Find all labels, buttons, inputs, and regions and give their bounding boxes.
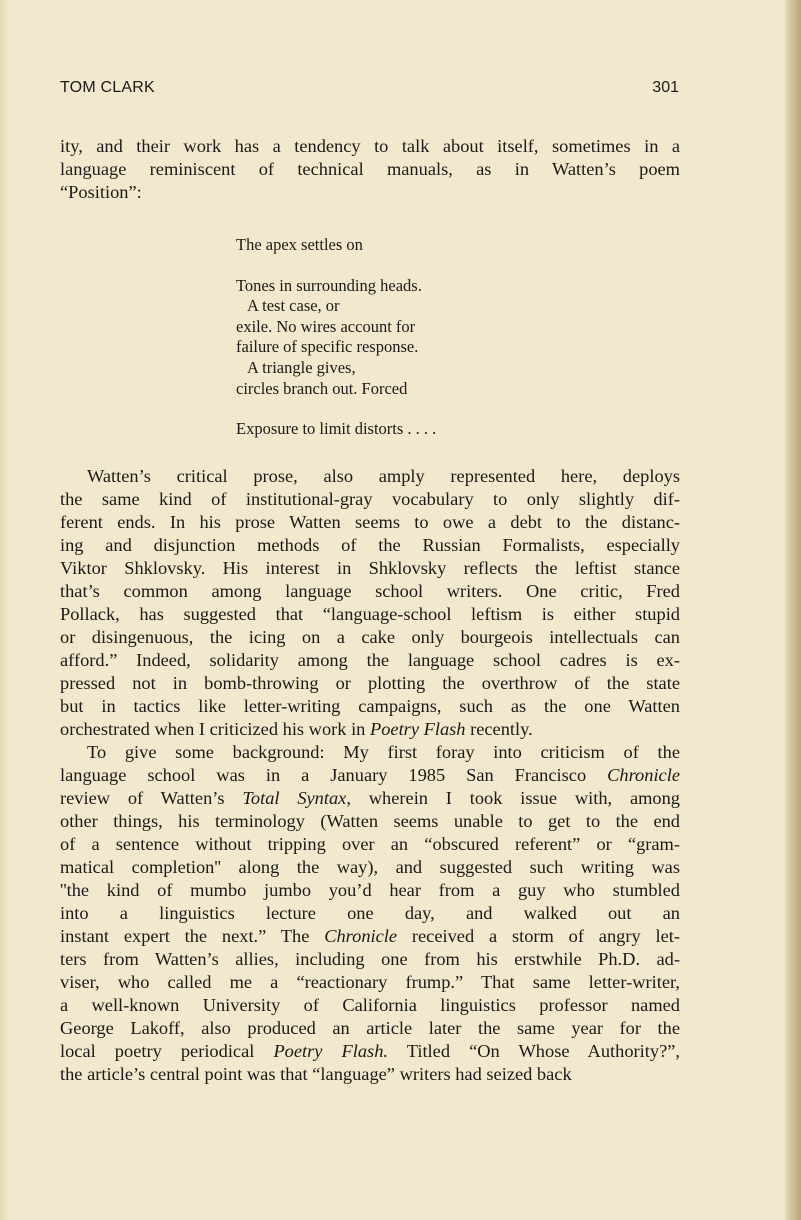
poem-line: The apex settles on <box>236 235 363 254</box>
text-line: ity, and their work has a tendency to talk about itself, sometimes in a <box>60 136 680 156</box>
poem-line: Tones in surrounding heads. <box>236 275 422 295</box>
text-line: viser, who called me a “reactionary frump.” That same letter-writer, <box>60 972 680 992</box>
text-line: local poetry periodical Poetry Flash. Titled “On Whose Authority?”, <box>60 1041 680 1061</box>
running-head: TOM CLARK <box>60 79 155 96</box>
page-header <box>60 79 679 101</box>
paragraph-critical-prose <box>60 465 680 1086</box>
text-line: orchestrated when I criticized his work in Poetry Flash recently. <box>60 719 533 739</box>
text-line: ing and disjunction methods of the Russian Formalists, especially <box>60 535 680 555</box>
text-line: ferent ends. In his prose Watten seems to owe a debt to the distanc- <box>60 512 680 532</box>
text-line: Watten’s critical prose, also amply represented here, deploys <box>87 466 680 486</box>
text-line: that’s common among language school writers. One critic, Fred <box>60 581 680 601</box>
poem-line: circles branch out. Forced <box>236 378 408 398</box>
text-line: or disingenuous, the icing on a cake only bourgeois intellectuals can <box>60 627 680 647</box>
poem-line: failure of specific response. <box>236 337 419 357</box>
text-line: the same kind of institutional-gray vocabulary to only slightly dif- <box>60 489 680 509</box>
text-line: George Lakoff, also produced an article later the same year for the <box>60 1018 680 1038</box>
text-line: instant expert the next.” The Chronicle received a storm of angry let- <box>60 926 680 946</box>
text-line: other things, his terminology (Watten seems unable to get to the end <box>60 811 680 831</box>
text-line: “Position”: <box>60 182 142 202</box>
page-edge-right <box>785 0 801 1220</box>
poem-line: A test case, or <box>247 296 340 316</box>
text-line: but in tactics like letter-writing campaigns, such as the one Watten <box>60 696 680 716</box>
text-line: language reminiscent of technical manuals, as in Watten’s poem <box>60 159 680 179</box>
text-line: the article’s central point was that “language” writers had seized back <box>60 1064 572 1084</box>
text-line: afford.” Indeed, solidarity among the language school cadres is ex- <box>60 650 680 670</box>
text-line: matical completion'' along the way), and suggested such writing was <box>60 857 680 877</box>
poem-line: Exposure to limit distorts . . . . <box>236 419 437 439</box>
page-edge-left <box>0 0 8 1220</box>
text-line: ters from Watten’s allies, including one from his erstwhile Ph.D. ad- <box>60 949 680 969</box>
text-line: review of Watten’s Total Syntax, wherein I took issue with, among <box>60 788 681 808</box>
publication-title: Chronicle <box>324 926 398 946</box>
text-line: into a linguistics lecture one day, and walked out an <box>60 903 680 923</box>
text-line: Pollack, has suggested that “language-school leftism is either stupid <box>60 604 680 624</box>
poem-quotation <box>236 235 536 440</box>
poem-line: exile. No wires account for <box>236 316 416 336</box>
page-number: 301 <box>652 79 679 96</box>
publication-title: Chronicle <box>607 765 680 785</box>
text-line: To give some background: My first foray into criticism of the <box>87 742 680 762</box>
publication-title: Poetry Flash <box>369 719 466 739</box>
text-line: ''the kind of mumbo jumbo you’d hear from a guy who stumbled <box>60 880 680 900</box>
publication-title: Poetry Flash. <box>273 1041 389 1061</box>
text-line: a well-known University of California linguistics professor named <box>60 995 680 1015</box>
poem-line: A triangle gives, <box>247 357 356 377</box>
intro-paragraph <box>60 135 680 204</box>
text-line: Viktor Shklovsky. His interest in Shklovsky reflects the leftist stance <box>60 558 680 578</box>
text-line: of a sentence without tripping over an “obscured referent” or “gram- <box>60 834 680 854</box>
text-line: pressed not in bomb-throwing or plotting the overthrow of the state <box>60 673 680 693</box>
text-line: language school was in a January 1985 San Francisco Chronicle <box>60 765 680 785</box>
book-title: Total Syntax, <box>242 788 351 808</box>
